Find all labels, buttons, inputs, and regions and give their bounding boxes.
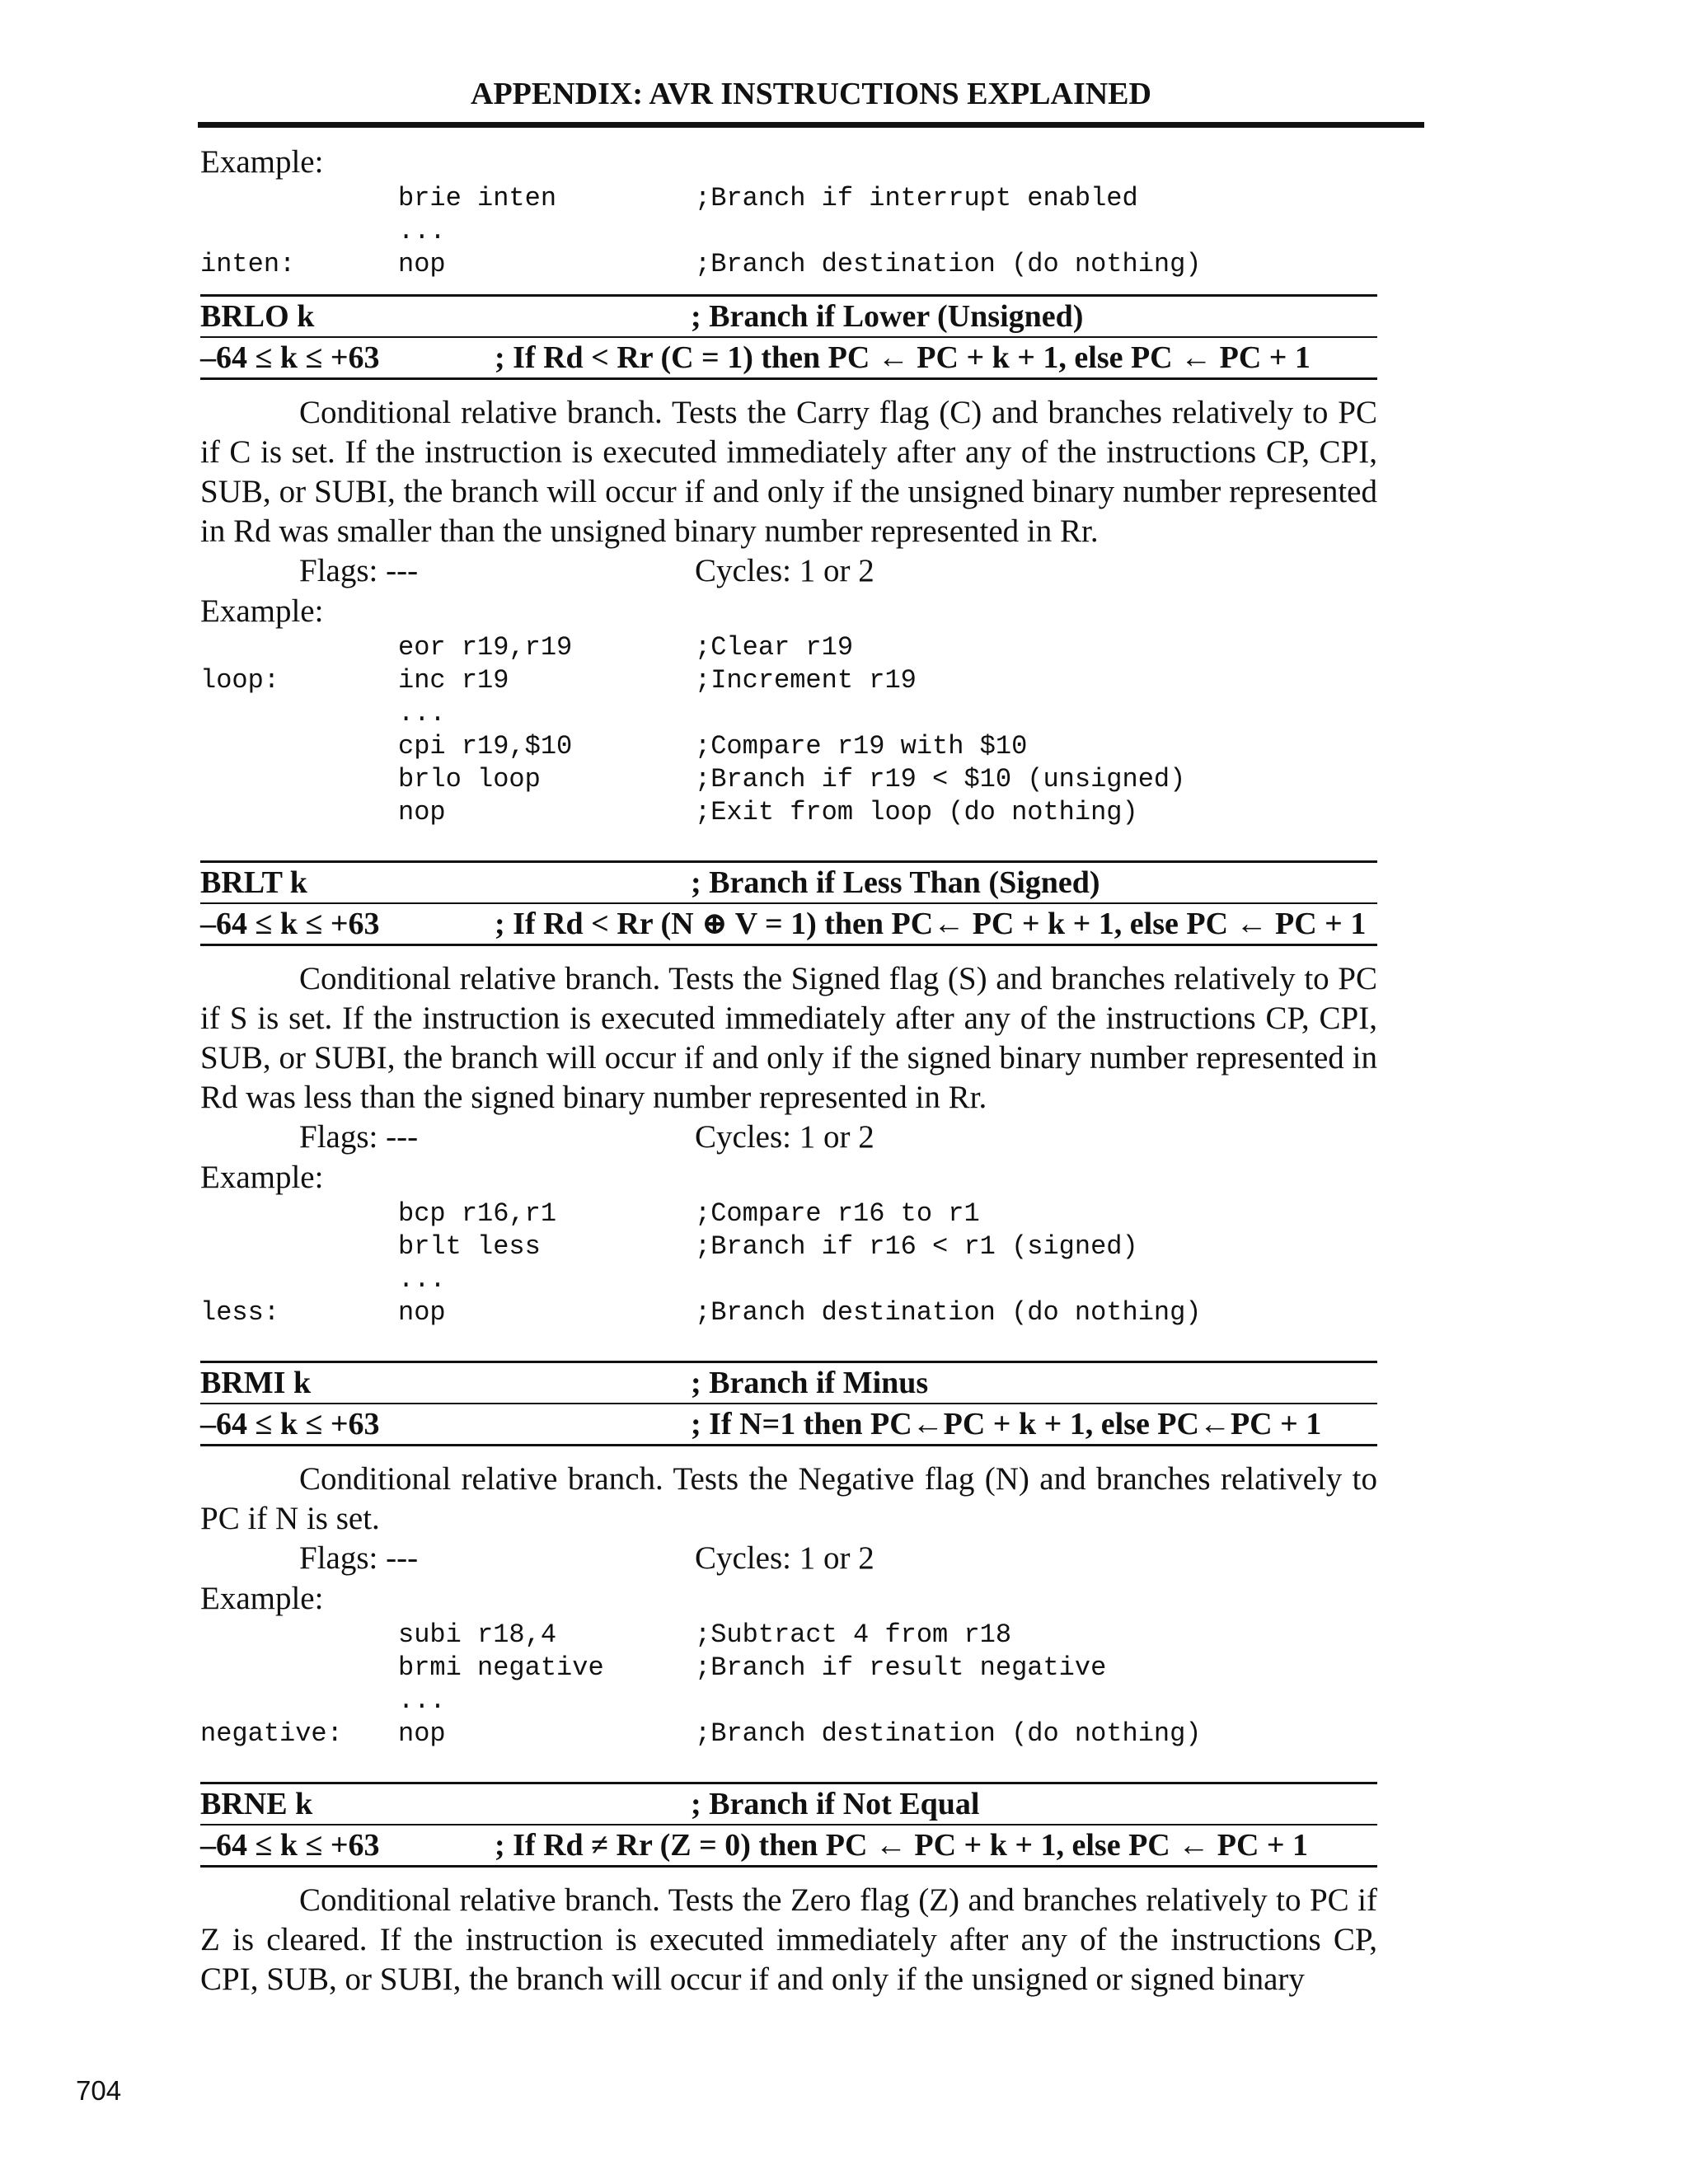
instruction-brlt xyxy=(200,829,1377,1329)
operation-description: ; If Rd < Rr (C = 1) then PC ← PC + k + 1, else PC ← PC + 1 xyxy=(495,340,1311,375)
code-comment: ;Branch if r19 < $10 (unsigned) xyxy=(695,764,1186,794)
code-label xyxy=(200,1619,398,1652)
code-comment: ;Compare r16 to r1 xyxy=(695,1198,980,1229)
example-label: Example: xyxy=(200,1160,324,1195)
code-instruction: nop xyxy=(398,1718,446,1749)
code-instruction: nop xyxy=(398,797,446,827)
instruction-header xyxy=(200,294,1377,380)
code-label xyxy=(200,1197,398,1230)
code-label: less: xyxy=(200,1297,280,1328)
cycles: Cycles: 1 or 2 xyxy=(695,1540,874,1576)
instruction-brne xyxy=(200,1750,1377,1999)
code-label xyxy=(200,1652,398,1685)
instruction-header xyxy=(200,1361,1377,1446)
operand-range: –64 ≤ k ≤ +63 xyxy=(200,907,380,941)
instruction-title: ; Branch if Lower (Unsigned) xyxy=(691,299,1084,334)
running-header: APPENDIX: AVR INSTRUCTIONS EXPLAINED xyxy=(471,77,1151,111)
instruction-title: ; Branch if Less Than (Signed) xyxy=(691,865,1100,900)
code-instruction: ... xyxy=(398,216,446,246)
example-label: Example: xyxy=(200,1581,324,1616)
header-rule xyxy=(198,122,1424,128)
code-comment: ;Branch destination (do nothing) xyxy=(695,249,1202,279)
code-comment: ;Compare r19 with $10 xyxy=(695,731,1028,762)
instruction-title: ; Branch if Not Equal xyxy=(691,1787,980,1821)
code-line xyxy=(200,248,1377,281)
code-line xyxy=(200,1619,1377,1652)
code-line xyxy=(200,664,1377,697)
operation-description: ; If Rd < Rr (N ⊕ V = 1) then PC← PC + k + 1, else PC ← PC + 1 xyxy=(495,907,1367,941)
code-comment: ;Exit from loop (do nothing) xyxy=(695,797,1138,827)
flags-cycles-row xyxy=(200,1118,1377,1157)
operation-description: ; If Rd ≠ Rr (Z = 0) then PC ← PC + k + 1, else PC ← PC + 1 xyxy=(495,1828,1309,1863)
code-listing xyxy=(200,631,1377,829)
code-line xyxy=(200,1296,1377,1329)
page-content xyxy=(200,142,1377,1999)
code-label xyxy=(200,796,398,829)
instruction-header xyxy=(200,1782,1377,1868)
code-label xyxy=(200,631,398,664)
code-comment xyxy=(695,215,1377,248)
mnemonic: BRLO k xyxy=(200,299,315,334)
code-label xyxy=(200,1230,398,1263)
instruction-brmi xyxy=(200,1329,1377,1750)
instruction-brlo xyxy=(200,294,1377,829)
code-instruction: eor r19,r19 xyxy=(398,632,573,663)
code-line xyxy=(200,182,1377,215)
code-comment: ;Subtract 4 from r18 xyxy=(695,1619,1012,1650)
code-label xyxy=(200,730,398,763)
code-comment: ;Branch if result negative xyxy=(695,1652,1107,1683)
code-label: negative: xyxy=(200,1718,343,1749)
flags: Flags: --- xyxy=(299,1540,419,1576)
code-comment xyxy=(695,697,1377,730)
operation-description: ; If N=1 then PC←PC + k + 1, else PC←PC + 1 xyxy=(691,1407,1322,1441)
intro-example xyxy=(200,142,1377,281)
code-label: inten: xyxy=(200,249,296,279)
code-line xyxy=(200,796,1377,829)
operand-range: –64 ≤ k ≤ +63 xyxy=(200,1407,380,1441)
flags: Flags: --- xyxy=(299,553,419,588)
code-comment: ;Increment r19 xyxy=(695,665,917,696)
code-comment: ;Clear r19 xyxy=(695,632,854,663)
code-line xyxy=(200,763,1377,796)
flags: Flags: --- xyxy=(299,1119,419,1155)
code-line xyxy=(200,631,1377,664)
flags-cycles-row xyxy=(200,551,1377,591)
code-comment: ;Branch destination (do nothing) xyxy=(695,1718,1202,1749)
code-line xyxy=(200,1718,1377,1750)
code-label xyxy=(200,697,398,730)
code-comment: ;Branch if interrupt enabled xyxy=(695,183,1138,213)
code-line xyxy=(200,1230,1377,1263)
cycles: Cycles: 1 or 2 xyxy=(695,1119,874,1155)
code-instruction: brlt less xyxy=(398,1231,541,1262)
code-comment xyxy=(695,1685,1377,1718)
code-instruction: cpi r19,$10 xyxy=(398,731,573,762)
description: Conditional relative branch. Tests the Zero flag (Z) and branches relatively to PC if Z is cleared. If the instruction is executed immediately after any of the instructions CP, CPI, SUB, or SUBI, the branch will occur if and only if the unsigned or signed binary xyxy=(200,1882,1377,1997)
code-instruction: ... xyxy=(398,1264,446,1295)
description: Conditional relative branch. Tests the Negative flag (N) and branches relatively to PC if N is set. xyxy=(200,1461,1377,1536)
code-listing xyxy=(200,182,1377,281)
code-line xyxy=(200,697,1377,730)
mnemonic: BRMI k xyxy=(200,1366,312,1400)
code-listing xyxy=(200,1619,1377,1750)
code-label xyxy=(200,182,398,215)
code-comment xyxy=(695,1263,1377,1296)
code-line xyxy=(200,1652,1377,1685)
code-label xyxy=(200,215,398,248)
code-instruction: ... xyxy=(398,1685,446,1716)
code-listing xyxy=(200,1197,1377,1329)
code-line xyxy=(200,1197,1377,1230)
code-line xyxy=(200,1263,1377,1296)
code-comment: ;Branch if r16 < r1 (signed) xyxy=(695,1231,1138,1262)
instruction-sections xyxy=(200,294,1377,1999)
code-label xyxy=(200,1685,398,1718)
description: Conditional relative branch. Tests the Carry flag (C) and branches relatively to PC if C is set. If the instruction is executed immediately after any of the instructions CP, CPI, SUB, or SUBI, the branch will occur if and only if the unsigned binary number represented in Rd was smaller than the unsigned binary number represented in Rr. xyxy=(200,395,1377,549)
code-instruction: nop xyxy=(398,249,446,279)
flags-cycles-row xyxy=(200,1539,1377,1578)
operand-range: –64 ≤ k ≤ +63 xyxy=(200,340,380,375)
code-instruction: ... xyxy=(398,698,446,729)
example-label: Example: xyxy=(200,144,324,180)
mnemonic: BRLT k xyxy=(200,865,307,900)
code-line xyxy=(200,1685,1377,1718)
code-instruction: brmi negative xyxy=(398,1652,604,1683)
instruction-header xyxy=(200,860,1377,946)
example-label: Example: xyxy=(200,593,324,629)
code-instruction: inc r19 xyxy=(398,665,509,696)
code-label xyxy=(200,1263,398,1296)
code-label: loop: xyxy=(200,665,280,696)
description: Conditional relative branch. Tests the Signed flag (S) and branches relatively to PC if S is set. If the instruction is executed immediately after any of the instructions CP, CPI, SUB, or SUBI, the branch will occur if and only if the signed binary number represented in Rd was less than the signed binary number represented in Rr. xyxy=(200,961,1377,1115)
code-comment: ;Branch destination (do nothing) xyxy=(695,1297,1202,1328)
mnemonic: BRNE k xyxy=(200,1787,313,1821)
code-line xyxy=(200,730,1377,763)
cycles: Cycles: 1 or 2 xyxy=(695,553,874,588)
instruction-title: ; Branch if Minus xyxy=(691,1366,929,1400)
code-instruction: brie inten xyxy=(398,183,557,213)
code-instruction: bcp r16,r1 xyxy=(398,1198,557,1229)
operand-range: –64 ≤ k ≤ +63 xyxy=(200,1828,380,1863)
code-instruction: brlo loop xyxy=(398,764,541,794)
code-instruction: subi r18,4 xyxy=(398,1619,557,1650)
code-instruction: nop xyxy=(398,1297,446,1328)
code-label xyxy=(200,763,398,796)
page-number: 704 xyxy=(76,2075,122,2106)
code-line xyxy=(200,215,1377,248)
